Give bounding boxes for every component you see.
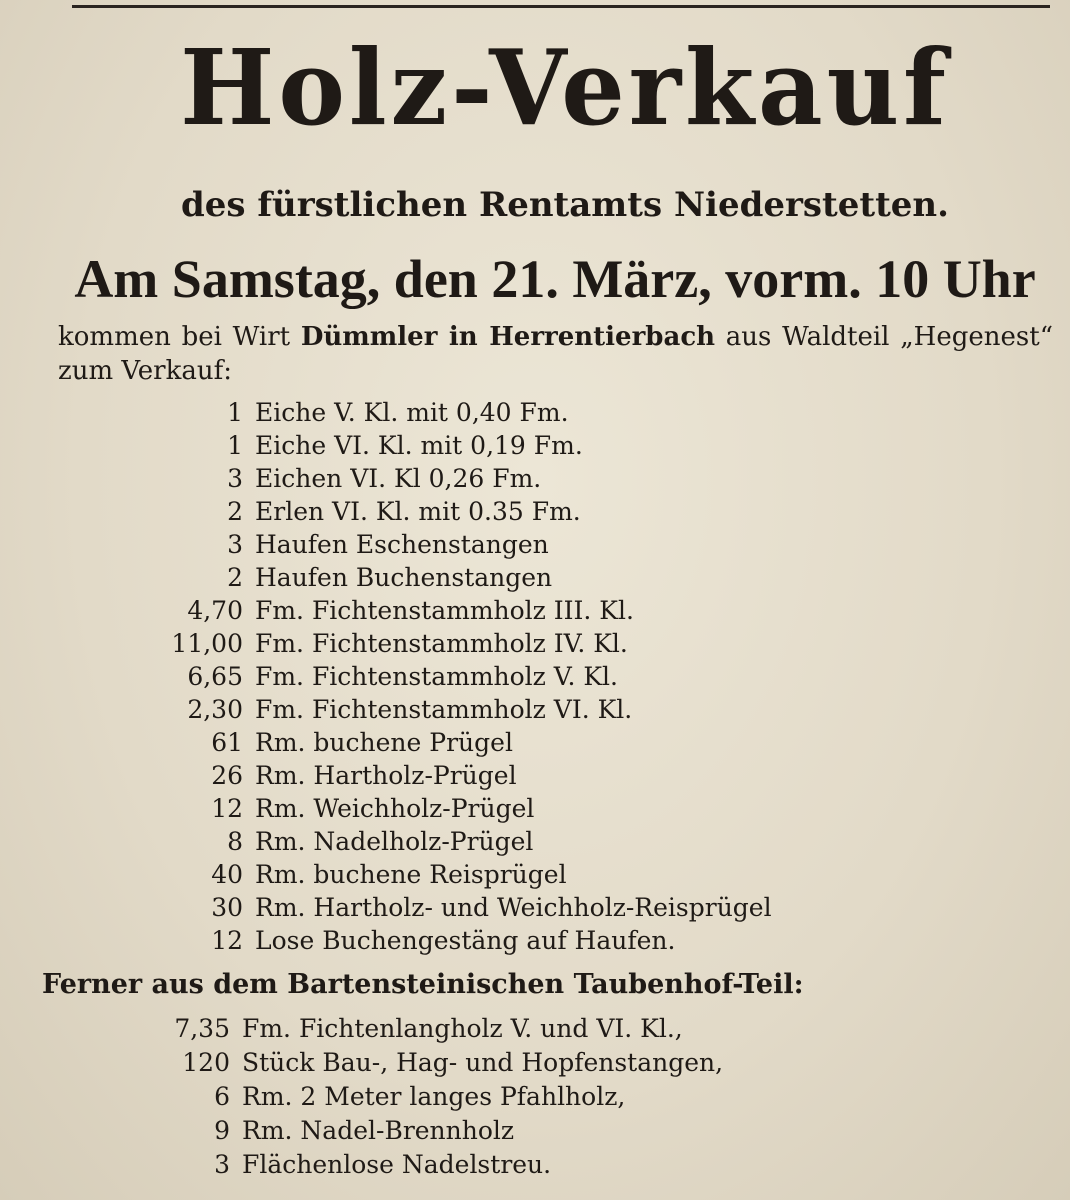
lot-quantity: 3 — [227, 464, 243, 493]
lot-quantity: 6,65 — [187, 662, 243, 691]
lot-description: Eiche V. Kl. mit 0,40 Fm. — [255, 398, 569, 427]
lot-quantity: 9 — [214, 1115, 230, 1145]
lot-item — [0, 528, 1070, 561]
lot-quantity: 6 — [214, 1081, 230, 1111]
lot-description: Erlen VI. Kl. mit 0.35 Fm. — [255, 497, 581, 526]
lot-description: Rm. buchene Prügel — [255, 728, 513, 757]
lot-description: Rm. Weichholz-Prügel — [255, 794, 535, 823]
lot-item — [0, 1147, 1070, 1181]
dateline: Am Samstag, den 21. März, vorm. 10 Uhr — [74, 249, 1036, 309]
lot-description: Fm. Fichtenstammholz III. Kl. — [255, 596, 634, 625]
lot-quantity: 4,70 — [187, 596, 243, 625]
lot-description: Fm. Fichtenstammholz IV. Kl. — [255, 629, 628, 658]
lot-description: Eiche VI. Kl. mit 0,19 Fm. — [255, 431, 583, 460]
lot-item — [0, 693, 1070, 726]
lot-item — [0, 858, 1070, 891]
lot-description: Rm. buchene Reisprügel — [255, 860, 567, 889]
lot-list — [0, 396, 1070, 957]
lot-quantity: 3 — [214, 1149, 230, 1179]
lot-quantity: 12 — [211, 794, 243, 823]
lot-quantity: 7,35 — [174, 1013, 230, 1043]
lot-item — [0, 561, 1070, 594]
intro-paragraph — [58, 320, 1053, 388]
lot-description: Fm. Fichtenstammholz V. Kl. — [255, 662, 618, 691]
headline: Holz-Verkauf — [180, 26, 950, 149]
lot-description: Rm. Nadel-Brennholz — [242, 1115, 515, 1145]
lot-description: Rm. Hartholz-Prügel — [255, 761, 517, 790]
lot-description: Lose Buchengestäng auf Haufen. — [255, 926, 676, 955]
lot-item — [0, 594, 1070, 627]
lot-item — [0, 1079, 1070, 1113]
lot-item — [0, 396, 1070, 429]
lot-description: Stück Bau-, Hag- und Hopfenstangen, — [242, 1047, 724, 1077]
lot-quantity: 61 — [211, 728, 243, 757]
intro-text-1: kommen bei Wirt — [58, 322, 301, 352]
lot-quantity: 8 — [227, 827, 243, 856]
lot-quantity: 2 — [227, 563, 243, 592]
lot-quantity: 120 — [182, 1047, 230, 1077]
lot-quantity: 2 — [227, 497, 243, 526]
intro-text-2: aus Waldteil „Hegenest“ zum Verkauf: — [58, 322, 1053, 386]
lot-quantity: 1 — [227, 431, 243, 460]
lot-item — [0, 1045, 1070, 1079]
subtitle: des fürstlichen Rentamts Niederstetten. — [181, 185, 949, 225]
lot-item — [0, 627, 1070, 660]
lot-description: Haufen Eschenstangen — [255, 530, 549, 559]
section-heading: Ferner aus dem Bartensteinischen Taubenhof-Teil: — [42, 969, 804, 1000]
lot-description: Haufen Buchenstangen — [255, 563, 553, 592]
lot-quantity: 1 — [227, 398, 243, 427]
lot-quantity: 11,00 — [171, 629, 243, 658]
lot-item — [0, 1113, 1070, 1147]
lot-item — [0, 660, 1070, 693]
lot-quantity: 26 — [211, 761, 243, 790]
lot-quantity: 30 — [211, 893, 243, 922]
lot-quantity: 40 — [211, 860, 243, 889]
lot-item — [0, 1011, 1070, 1045]
lot-item — [0, 792, 1070, 825]
top-rule — [72, 5, 1050, 8]
lot-item — [0, 891, 1070, 924]
lot-quantity: 2,30 — [187, 695, 243, 724]
lot-description: Rm. Hartholz- und Weichholz-Reisprügel — [255, 893, 772, 922]
lot-description: Fm. Fichtenstammholz VI. Kl. — [255, 695, 633, 724]
lot-description: Rm. 2 Meter langes Pfahlholz, — [242, 1081, 626, 1111]
lot-item — [0, 429, 1070, 462]
lot-item — [0, 495, 1070, 528]
lot-quantity: 3 — [227, 530, 243, 559]
lot-quantity: 12 — [211, 926, 243, 955]
lot-item — [0, 726, 1070, 759]
lot-item — [0, 462, 1070, 495]
lot-description: Flächenlose Nadelstreu. — [242, 1149, 552, 1179]
lot-item — [0, 759, 1070, 792]
lot-list-2 — [0, 1011, 1070, 1181]
lot-item — [0, 825, 1070, 858]
lot-description: Rm. Nadelholz-Prügel — [255, 827, 534, 856]
lot-item — [0, 924, 1070, 957]
lot-description: Fm. Fichtenlangholz V. und VI. Kl., — [242, 1013, 683, 1043]
intro-venue: Dümmler in Herrentierbach — [300, 322, 716, 352]
lot-description: Eichen VI. Kl 0,26 Fm. — [255, 464, 542, 493]
